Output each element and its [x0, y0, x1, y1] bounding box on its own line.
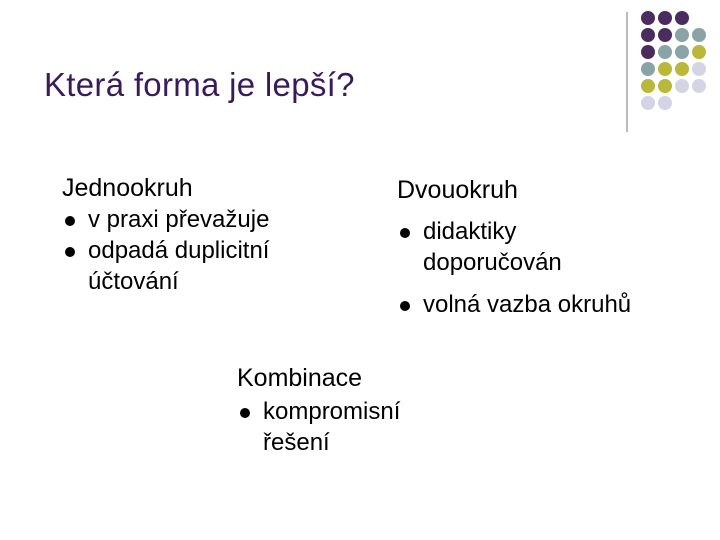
decor-dot	[692, 79, 706, 93]
decor-dot	[641, 45, 655, 59]
right-column	[397, 175, 697, 320]
list-item	[62, 235, 328, 297]
decor-dot	[641, 11, 655, 25]
decor-dot	[641, 62, 655, 76]
list-item-text: volná vazba okruhů	[423, 291, 632, 318]
decor-dot	[658, 45, 672, 59]
list-item	[397, 216, 613, 278]
list-item-text: kompromisní řešení	[263, 398, 401, 456]
bullet-icon	[240, 408, 250, 418]
page-title: Která forma je lepší?	[44, 66, 355, 103]
bullet-icon	[65, 247, 75, 257]
decor-dot	[692, 45, 706, 59]
list-item-text: odpadá duplicitní účtování	[88, 237, 270, 295]
decor-dot	[658, 11, 672, 25]
decor-dot	[692, 28, 706, 42]
bottom-column	[237, 363, 457, 458]
decor-dot	[675, 45, 689, 59]
bullet-icon	[400, 228, 410, 238]
list-item	[62, 204, 352, 235]
decor-dot	[641, 79, 655, 93]
left-heading: Jednookruh	[62, 174, 193, 202]
decor-dot	[692, 62, 706, 76]
list-item	[237, 396, 443, 458]
bullet-icon	[65, 216, 75, 226]
decor-dot	[658, 79, 672, 93]
decor-dot	[675, 28, 689, 42]
right-heading: Dvouokruh	[397, 176, 518, 204]
decor-dot	[675, 62, 689, 76]
decor-dot	[641, 28, 655, 42]
decor-dot	[658, 62, 672, 76]
decor-dot	[675, 11, 689, 25]
left-column	[62, 173, 352, 297]
decor-dot	[641, 96, 655, 110]
list-item	[397, 289, 697, 320]
list-item-text: v praxi převažuje	[88, 206, 270, 233]
decor-dot	[658, 96, 672, 110]
list-item-text: didaktiky doporučován	[423, 218, 562, 276]
bottom-heading: Kombinace	[237, 364, 363, 392]
decor-dot	[658, 28, 672, 42]
decor-dot	[675, 79, 689, 93]
bullet-icon	[400, 301, 410, 311]
